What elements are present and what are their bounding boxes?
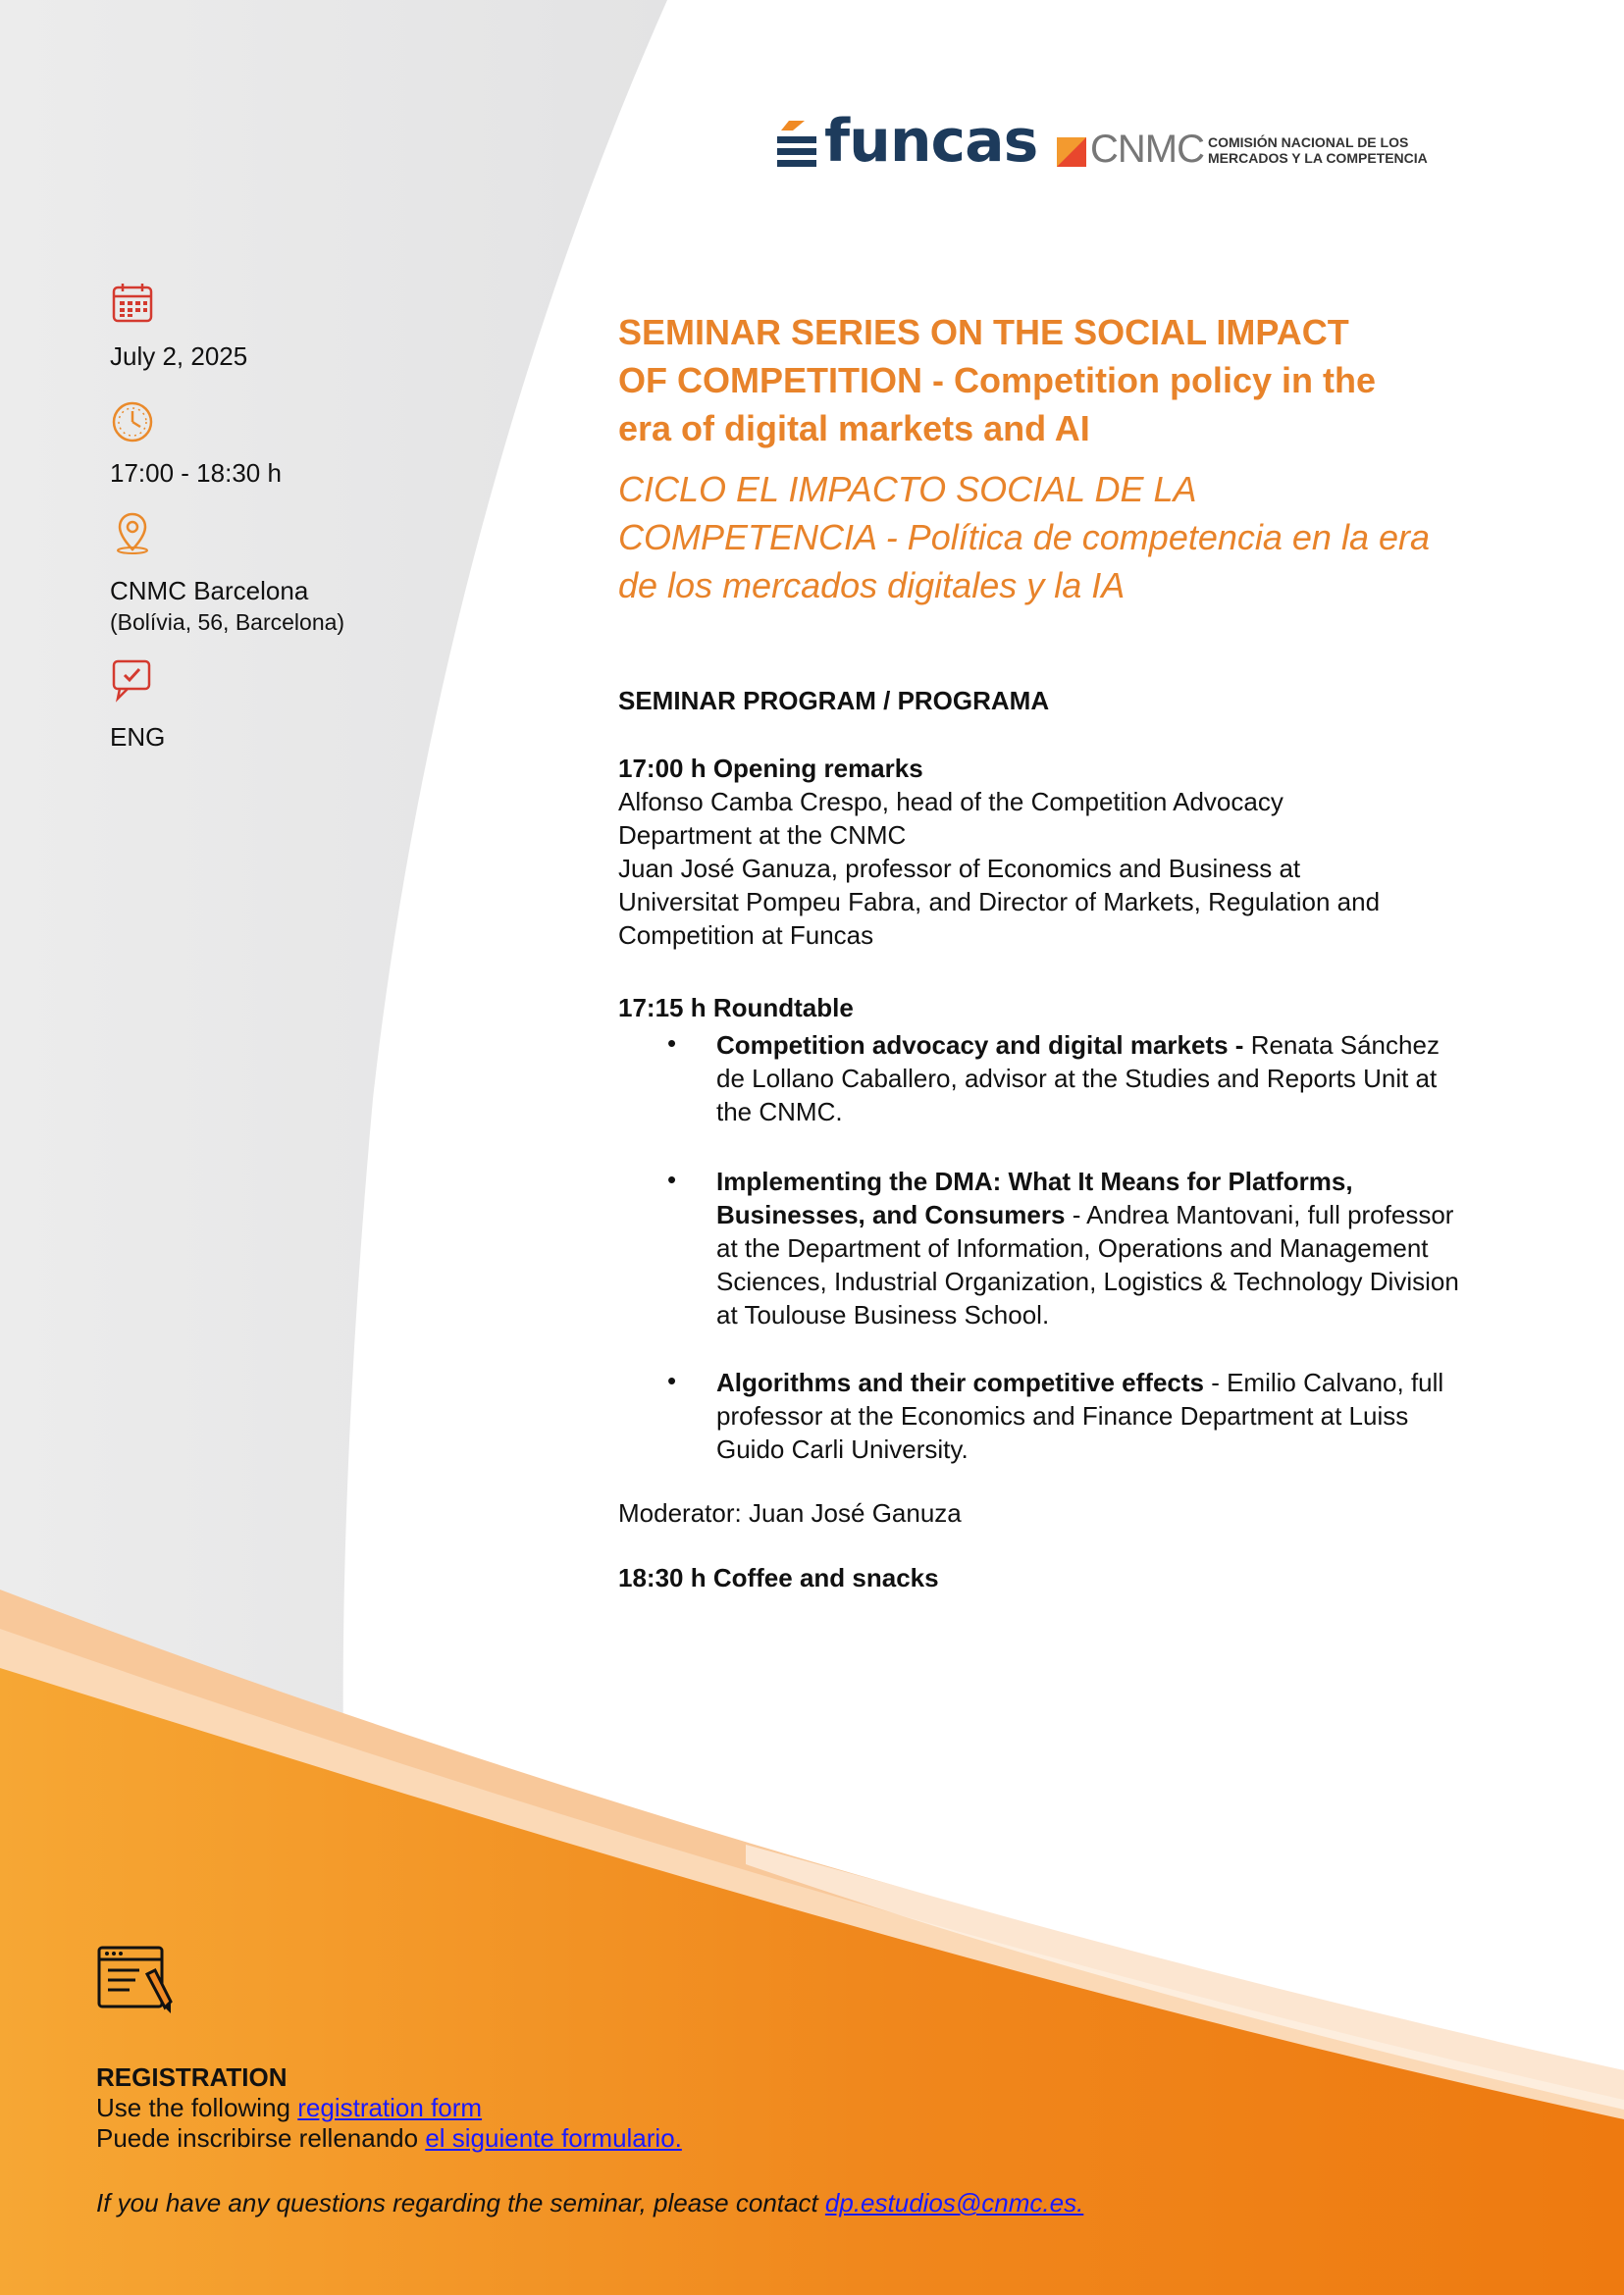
title-en-line-3: era of digital markets and AI — [618, 408, 1090, 448]
registration-en — [96, 2093, 482, 2123]
roundtable-item-text — [716, 1366, 1462, 1466]
roundtable-item — [667, 1366, 1462, 1474]
calendar-icon — [110, 281, 155, 326]
opening-line: Department at the CNMC — [618, 820, 907, 850]
event-time: 17:00 - 18:30 h — [110, 458, 282, 488]
event-date: July 2, 2025 — [110, 341, 248, 371]
cnmc-subtitle-line-2: MERCADOS Y LA COMPETENCIA — [1208, 150, 1428, 166]
title-spanish — [618, 465, 1482, 609]
title-en-line-1: SEMINAR SERIES ON THE SOCIAL IMPACT — [618, 312, 1349, 352]
bullet-marker: • — [667, 1028, 677, 1058]
bullet-marker: • — [667, 1165, 677, 1194]
roundtable-item-text — [716, 1165, 1462, 1331]
opening-line: Competition at Funcas — [618, 920, 874, 950]
registration-es — [96, 2123, 682, 2154]
title-en-line-2: OF COMPETITION - Competition policy in the — [618, 360, 1376, 400]
grey-panel — [0, 0, 667, 1747]
roundtable-item-title: Implementing the DMA: What It Means for Platforms, Businesses, and Consumers — [716, 1167, 1353, 1229]
roundtable-item-text — [716, 1028, 1462, 1128]
formulario-link[interactable]: el siguiente formulario. — [425, 2123, 682, 2153]
title-english — [618, 308, 1482, 452]
moderator: Moderator: Juan José Ganuza — [618, 1498, 962, 1528]
closing-item: 18:30 h Coffee and snacks — [618, 1563, 939, 1592]
roundtable-item — [667, 1028, 1462, 1136]
opening-heading: 17:00 h Opening remarks — [618, 754, 923, 783]
roundtable-item-detail: Renata Sánchez de Lollano Caballero, advisor at the Studies and Reports Unit at the CNMC. — [716, 1030, 1440, 1126]
contact-email-link[interactable]: dp.estudios@cnmc.es. — [824, 2188, 1084, 2217]
registration-es-prefix: Puede inscribirse rellenando — [96, 2123, 426, 2153]
cnmc-mark-icon — [1055, 135, 1088, 169]
roundtable-item-title: Algorithms and their competitive effects — [716, 1368, 1204, 1397]
title-es-line-1: CICLO EL IMPACTO SOCIAL DE LA — [618, 469, 1197, 509]
roundtable-item-detail: - Emilio Calvano, full professor at the Economics and Finance Department at Luiss Guido Carli University. — [716, 1368, 1444, 1464]
registration-heading: REGISTRATION — [96, 2062, 288, 2092]
funcas-logo — [775, 107, 1038, 180]
funcas-mark-icon — [775, 119, 822, 174]
cnmc-logo — [1055, 128, 1428, 173]
event-language: ENG — [110, 722, 166, 752]
contact-prefix: If you have any questions regarding the seminar, please contact — [96, 2188, 825, 2217]
roundtable-item-detail: - Andrea Mantovani, full professor at the Department of Information, Operations and Management Sciences, Industrial Organization, Logistics & Technology Division at Toulouse Business School. — [716, 1200, 1459, 1330]
location-pin-icon — [110, 510, 155, 555]
title-es-line-3: de los mercados digitales y la IA — [618, 565, 1126, 605]
registration-form-link[interactable]: registration form — [297, 2093, 483, 2122]
roundtable-item-title: Competition advocacy and digital markets - — [716, 1030, 1244, 1060]
title-es-line-2: COMPETENCIA - Política de competencia en la era — [618, 517, 1430, 557]
opening-line: Alfonso Camba Crespo, head of the Competition Advocacy — [618, 787, 1283, 816]
cnmc-subtitle-line-1: COMISIÓN NACIONAL DE LOS — [1208, 134, 1409, 150]
funcas-wordmark: funcas — [824, 107, 1038, 176]
roundtable-heading: 17:15 h Roundtable — [618, 993, 854, 1022]
contact-line — [96, 2188, 1083, 2218]
opening-block — [618, 752, 1462, 952]
program-heading: SEMINAR PROGRAM / PROGRAMA — [618, 686, 1050, 715]
clock-icon — [110, 399, 155, 444]
bullet-marker: • — [667, 1366, 677, 1395]
event-location: CNMC Barcelona — [110, 576, 309, 605]
chat-icon — [110, 657, 155, 703]
registration-form-icon — [96, 1945, 175, 2015]
cnmc-wordmark: CNMC — [1090, 128, 1204, 171]
registration-en-prefix: Use the following — [96, 2093, 298, 2122]
opening-line: Juan José Ganuza, professor of Economics and Business at — [618, 854, 1301, 883]
cnmc-subtitle — [1208, 134, 1428, 166]
event-address: (Bolívia, 56, Barcelona) — [110, 609, 345, 635]
roundtable-item — [667, 1165, 1462, 1341]
opening-line: Universitat Pompeu Fabra, and Director of Markets, Regulation and — [618, 887, 1381, 916]
